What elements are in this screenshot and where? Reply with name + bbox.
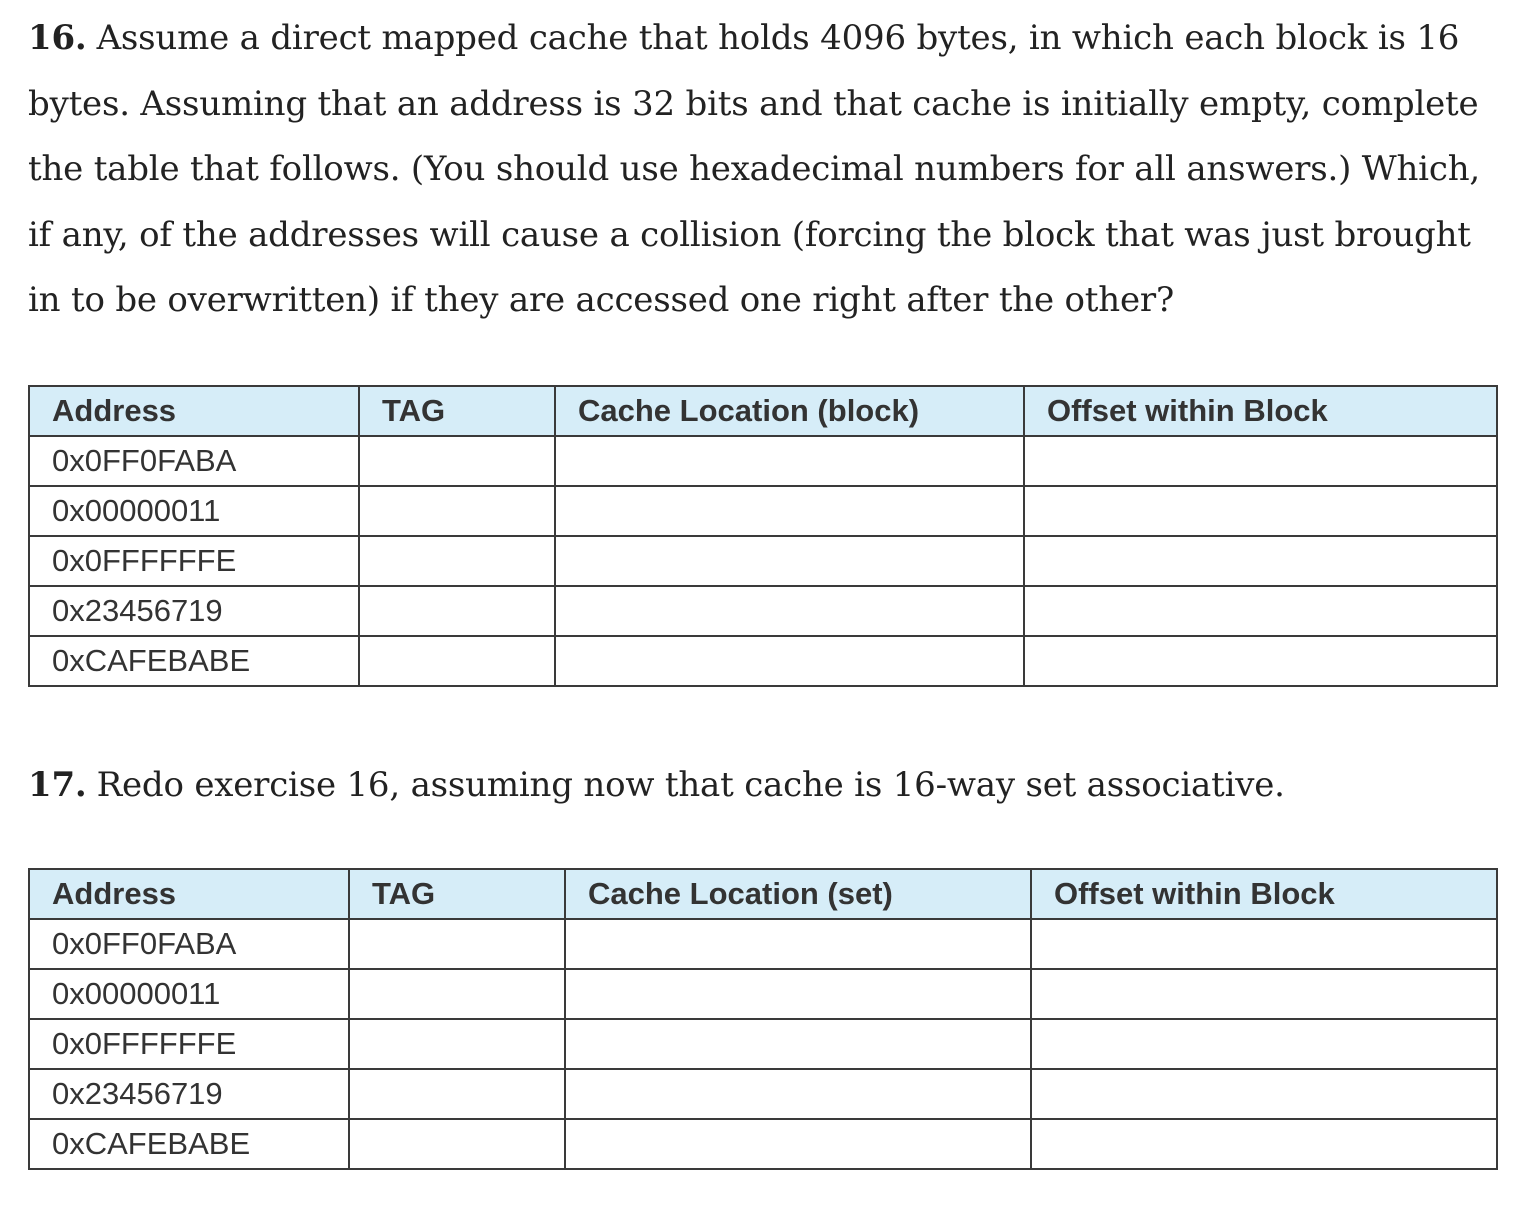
- address-cell: 0x00000011: [29, 486, 359, 536]
- table-row: [29, 486, 1497, 536]
- location-cell[interactable]: [565, 919, 1031, 969]
- location-cell[interactable]: [555, 486, 1024, 536]
- offset-cell[interactable]: [1031, 919, 1497, 969]
- table-row: [29, 1019, 1497, 1069]
- exercise-16-question: [28, 6, 1498, 334]
- address-cell: 0x0FFFFFFE: [29, 1019, 349, 1069]
- table-row: [29, 536, 1497, 586]
- address-cell: 0xCAFEBABE: [29, 1119, 349, 1169]
- address-cell: 0x23456719: [29, 1069, 349, 1119]
- tag-cell[interactable]: [359, 636, 555, 686]
- exercise-16-table: [28, 385, 1498, 687]
- tag-cell[interactable]: [349, 1119, 565, 1169]
- tag-cell[interactable]: [349, 1069, 565, 1119]
- header-cache-location-block: Cache Location (block): [555, 386, 1024, 436]
- exercise-17-number: 17.: [28, 765, 87, 805]
- location-cell[interactable]: [565, 969, 1031, 1019]
- offset-cell[interactable]: [1031, 1069, 1497, 1119]
- offset-cell[interactable]: [1031, 969, 1497, 1019]
- address-cell: 0x00000011: [29, 969, 349, 1019]
- header-offset: Offset within Block: [1024, 386, 1497, 436]
- table-header-row: [29, 869, 1497, 919]
- header-tag: TAG: [359, 386, 555, 436]
- table-row: [29, 969, 1497, 1019]
- tag-cell[interactable]: [359, 486, 555, 536]
- header-tag: TAG: [349, 869, 565, 919]
- exercise-16-body: Assume a direct mapped cache that holds 4096 bytes, in which each block is 16 bytes. Assuming that an address is 32 bits and that cache is initially empty, complete the table that follows. (You should use hexadecimal numbers for all answers.) Which, if any, of the addresses will cause a collision (forcing the block that was just brought in to be overwritten) if they are accessed one right after the other?: [28, 18, 1481, 320]
- table-row: [29, 636, 1497, 686]
- location-cell[interactable]: [565, 1069, 1031, 1119]
- address-cell: 0x0FF0FABA: [29, 436, 359, 486]
- offset-cell[interactable]: [1024, 486, 1497, 536]
- exercise-16-number: 16.: [28, 18, 87, 58]
- offset-cell[interactable]: [1031, 1019, 1497, 1069]
- address-cell: 0x23456719: [29, 586, 359, 636]
- table-row: [29, 586, 1497, 636]
- offset-cell[interactable]: [1031, 1119, 1497, 1169]
- tag-cell[interactable]: [349, 1019, 565, 1069]
- location-cell[interactable]: [555, 636, 1024, 686]
- table-row: [29, 919, 1497, 969]
- location-cell[interactable]: [555, 586, 1024, 636]
- tag-cell[interactable]: [349, 919, 565, 969]
- tag-cell[interactable]: [349, 969, 565, 1019]
- exercise-17-question: [28, 753, 1498, 818]
- tag-cell[interactable]: [359, 436, 555, 486]
- exercise-17-table: [28, 868, 1498, 1170]
- tag-cell[interactable]: [359, 536, 555, 586]
- header-cache-location-set: Cache Location (set): [565, 869, 1031, 919]
- table-header-row: [29, 386, 1497, 436]
- location-cell[interactable]: [565, 1019, 1031, 1069]
- header-address: Address: [29, 869, 349, 919]
- exercise-17-body: Redo exercise 16, assuming now that cache is 16-way set associative.: [96, 765, 1285, 805]
- tag-cell[interactable]: [359, 586, 555, 636]
- header-address: Address: [29, 386, 359, 436]
- address-cell: 0xCAFEBABE: [29, 636, 359, 686]
- offset-cell[interactable]: [1024, 586, 1497, 636]
- offset-cell[interactable]: [1024, 636, 1497, 686]
- address-cell: 0x0FFFFFFE: [29, 536, 359, 586]
- table-row: [29, 1069, 1497, 1119]
- offset-cell[interactable]: [1024, 436, 1497, 486]
- location-cell[interactable]: [555, 536, 1024, 586]
- location-cell[interactable]: [565, 1119, 1031, 1169]
- table-row: [29, 436, 1497, 486]
- address-cell: 0x0FF0FABA: [29, 919, 349, 969]
- offset-cell[interactable]: [1024, 536, 1497, 586]
- table-row: [29, 1119, 1497, 1169]
- header-offset: Offset within Block: [1031, 869, 1497, 919]
- location-cell[interactable]: [555, 436, 1024, 486]
